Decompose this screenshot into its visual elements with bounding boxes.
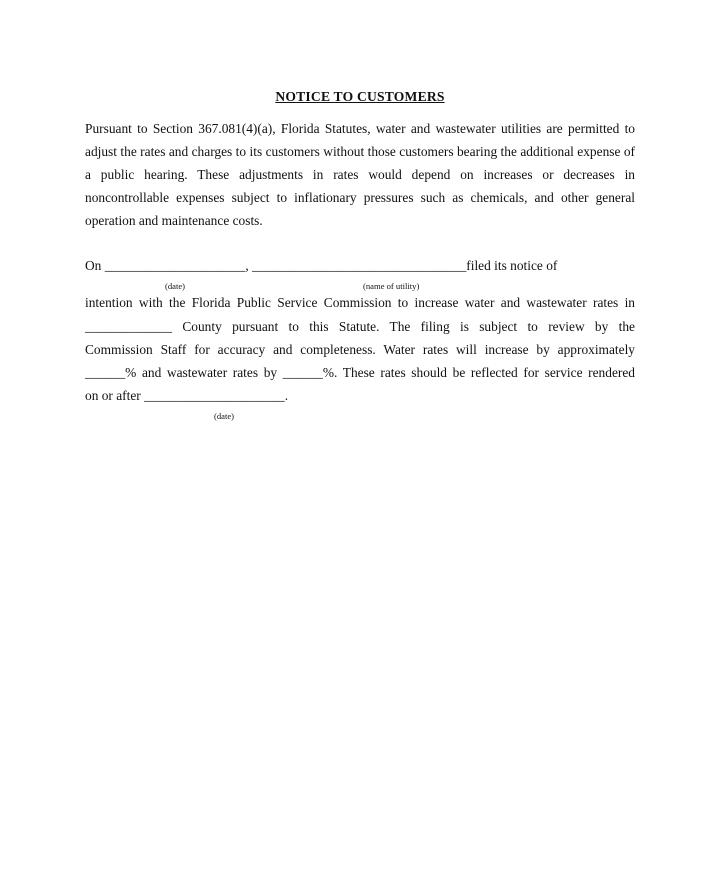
paragraph2-line-1: intention with the Florida Public Service Commission to increase water and wastewater rates in (85, 295, 635, 310)
date-label: (date) (165, 281, 186, 291)
paragraph2-line-3: Commission Staff for accuracy and completeness. Water rates will increase by approximately (85, 342, 635, 357)
paragraph2-line-5: on or after _____________________. (85, 388, 289, 403)
utility-name-label: (name of utility) (363, 281, 420, 291)
paragraph2-line-2: _____________ County pursuant to this Statute. The filing is subject to review by the (85, 319, 635, 334)
statute-paragraph: Pursuant to Section 367.081(4)(a), Florida Statutes, water and wastewater utilities are permitted to adjust the rates and charges to its customers without those customers bearing the additional expense of a public hearing. These adjustments in rates would depend on increases or decreases in noncontrollable expenses subject to inflationary pressures such as chemicals, and other general operation and maintenance costs. (85, 121, 635, 228)
service-date-label: (date) (214, 411, 235, 421)
filing-line: On _____________________, ________________________________filed its notice of (85, 258, 558, 273)
notice-title: NOTICE TO CUSTOMERS (275, 89, 445, 104)
paragraph2-line-4: ______% and wastewater rates by ______%. These rates should be reflected for service rendered (85, 365, 635, 380)
